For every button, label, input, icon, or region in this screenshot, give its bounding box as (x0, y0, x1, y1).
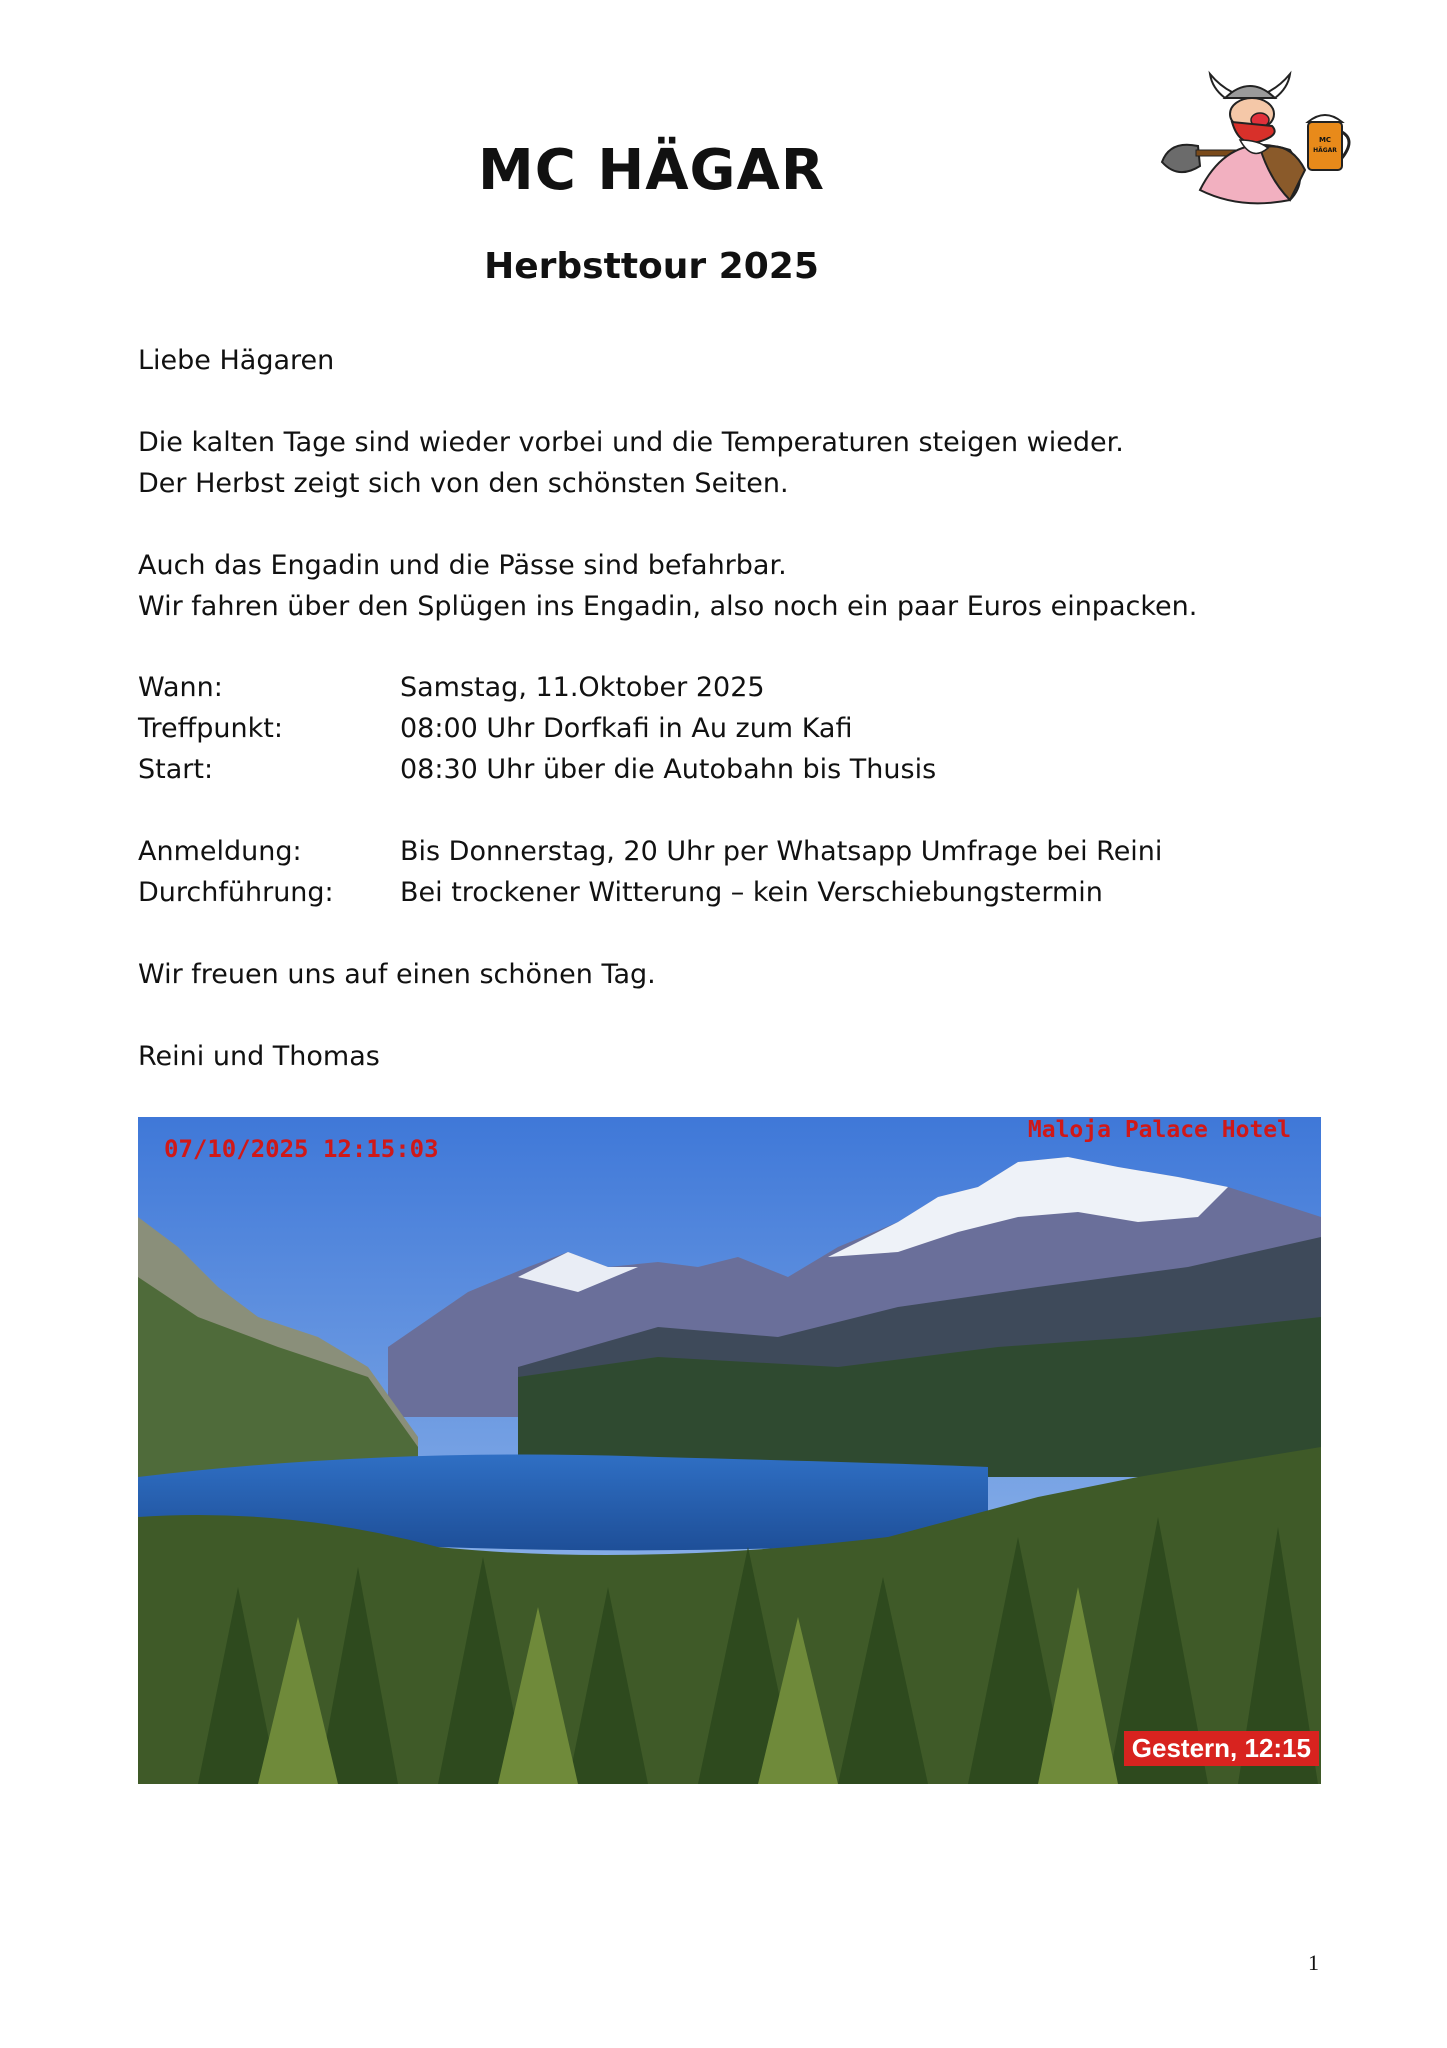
webcam-timestamp: 07/10/2025 12:15:03 (164, 1135, 439, 1163)
svg-text:HÄGAR: HÄGAR (1313, 147, 1337, 154)
detail-value: 08:30 Uhr über die Autobahn bis Thusis (400, 754, 937, 785)
greeting: Liebe Hägaren (138, 345, 335, 376)
svg-text:MC: MC (1318, 136, 1332, 144)
webcam-age-badge: Gestern, 12:15 (1124, 1731, 1319, 1766)
paragraph2-line2: Wir fahren über den Splügen ins Engadin, also noch ein paar Euros einpacken. (138, 591, 1198, 622)
webcam-camera-name: Maloja Palace Hotel (1027, 1117, 1291, 1143)
page-subtitle: Herbsttour 2025 (484, 246, 819, 287)
webcam-photo (138, 1117, 1321, 1784)
paragraph1-line2: Der Herbst zeigt sich von den schönsten Seiten. (138, 468, 789, 499)
page-title: MC HÄGAR (478, 138, 825, 203)
detail-row-durchfuehrung (138, 872, 1103, 913)
lake-landscape-image (138, 1117, 1321, 1784)
detail-label: Anmeldung: (138, 836, 302, 867)
detail-label: Durchführung: (138, 877, 334, 908)
detail-row-treffpunkt (138, 708, 852, 749)
detail-row-start (138, 749, 936, 790)
detail-value: Samstag, 11.Oktober 2025 (400, 672, 765, 703)
paragraph1-line1: Die kalten Tage sind wieder vorbei und die Temperaturen steigen wieder. (138, 427, 1124, 458)
detail-value: Bei trockener Witterung – kein Verschiebungstermin (400, 877, 1103, 908)
detail-row-anmeldung (138, 831, 1162, 872)
detail-value: Bis Donnerstag, 20 Uhr per Whatsapp Umfrage bei Reini (400, 836, 1163, 867)
detail-label: Wann: (138, 672, 223, 703)
closing-line: Wir freuen uns auf einen schönen Tag. (138, 959, 656, 990)
detail-row-wann (138, 667, 765, 708)
page-number: 1 (1308, 1950, 1319, 1975)
paragraph2-line1: Auch das Engadin und die Pässe sind befahrbar. (138, 550, 787, 581)
detail-value: 08:00 Uhr Dorfkafi in Au zum Kafi (400, 713, 853, 744)
detail-label: Start: (138, 754, 214, 785)
detail-label: Treffpunkt: (138, 713, 283, 744)
signature: Reini und Thomas (138, 1041, 380, 1072)
